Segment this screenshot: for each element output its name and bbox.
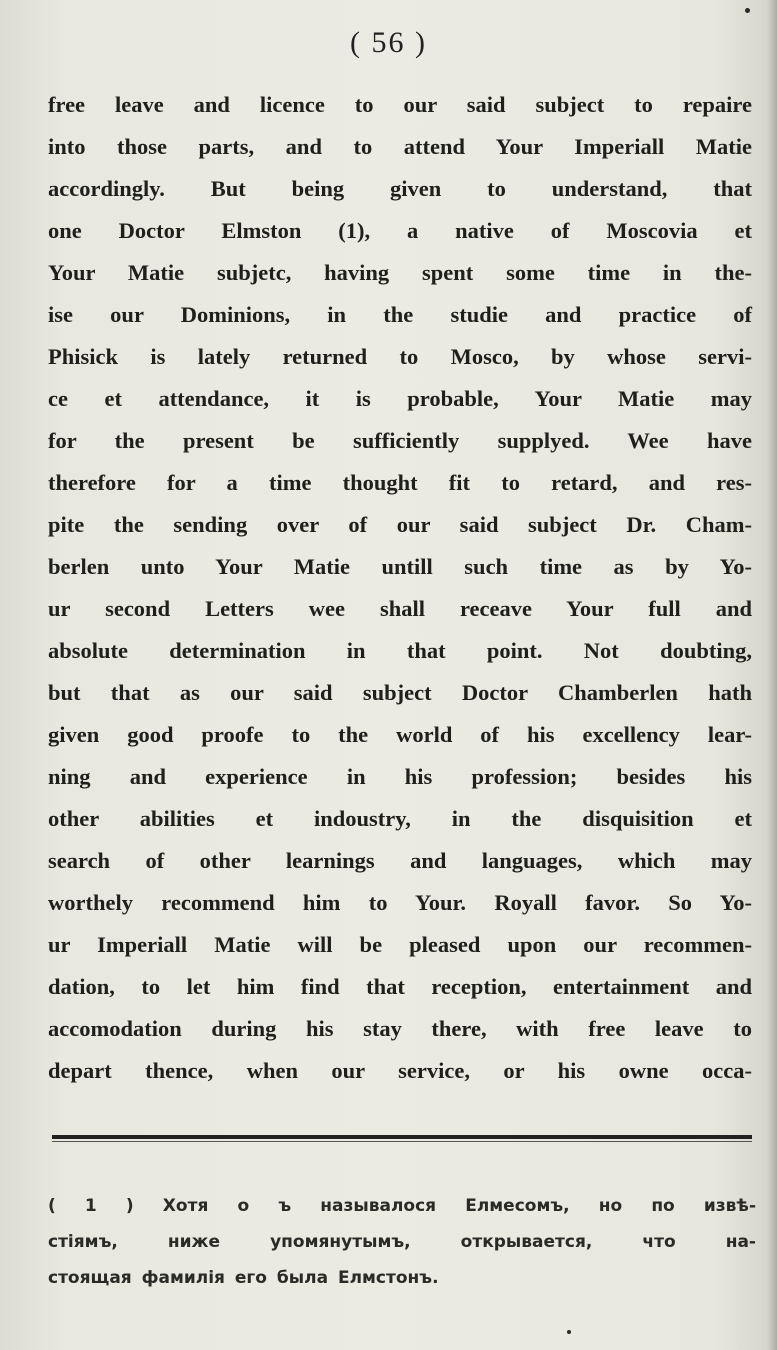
text-line: search of other learnings and languages, which may (48, 848, 752, 873)
text-line: but that as our said subject Doctor Chamberlen hath (48, 680, 752, 705)
text-line: one Doctor Elmston (1), a native of Moscovia et (48, 218, 752, 243)
text-line: into those parts, and to attend Your Imperiall Matie (48, 134, 752, 159)
text-line: ise our Dominions, in the studie and practice of (48, 302, 752, 327)
text-line: berlen unto Your Matie untill such time as by Yo- (48, 554, 752, 579)
text-line: ur second Letters wee shall receave Your full and (48, 596, 752, 621)
text-line: therefore for a time thought fit to retard, and res- (48, 470, 752, 495)
ink-speck (745, 8, 750, 13)
text-line: free leave and licence to our said subject to repaire (48, 92, 752, 117)
text-line: for the present be sufficiently supplyed. Wee have (48, 428, 752, 453)
text-line: worthely recommend him to Your. Royall favor. So Yo- (48, 890, 752, 915)
page-edge-shadow (767, 0, 777, 1350)
text-line: accomodation during his stay there, with free leave to (48, 1016, 752, 1041)
ink-speck (567, 1330, 571, 1334)
text-line: absolute determination in that point. Not doubting, (48, 638, 752, 663)
text-line: dation, to let him find that reception, entertainment and (48, 974, 752, 999)
footnote-divider (52, 1135, 752, 1139)
text-line: pite the sending over of our said subject Dr. Cham- (48, 512, 752, 537)
page-number: ( 56 ) (350, 26, 427, 59)
footnote-line: стоящая фамилія его была Елмстонъ. (48, 1268, 439, 1288)
text-line: ning and experience in his profession; besides his (48, 764, 752, 789)
text-line: other abilities et indoustry, in the disquisition et (48, 806, 752, 831)
text-line: ce et attendance, it is probable, Your Matie may (48, 386, 752, 411)
footnote-line: ( 1 ) Хотя о ъ называлося Елмесомъ, но по извѣ- (48, 1196, 756, 1216)
text-line: accordingly. But being given to understand, that (48, 176, 752, 201)
footnote-line: стіямъ, ниже упомянутымъ, открывается, что на- (48, 1232, 756, 1252)
text-line: Phisick is lately returned to Mosco, by whose servi- (48, 344, 752, 369)
text-line: given good proofe to the world of his excellency lear- (48, 722, 752, 747)
text-line: Your Matie subjetc, having spent some time in the- (48, 260, 752, 285)
text-line: depart thence, when our service, or his owne occa- (48, 1058, 752, 1083)
text-line: ur Imperiall Matie will be pleased upon our recommen- (48, 932, 752, 957)
footnote-divider-thin (52, 1141, 752, 1142)
